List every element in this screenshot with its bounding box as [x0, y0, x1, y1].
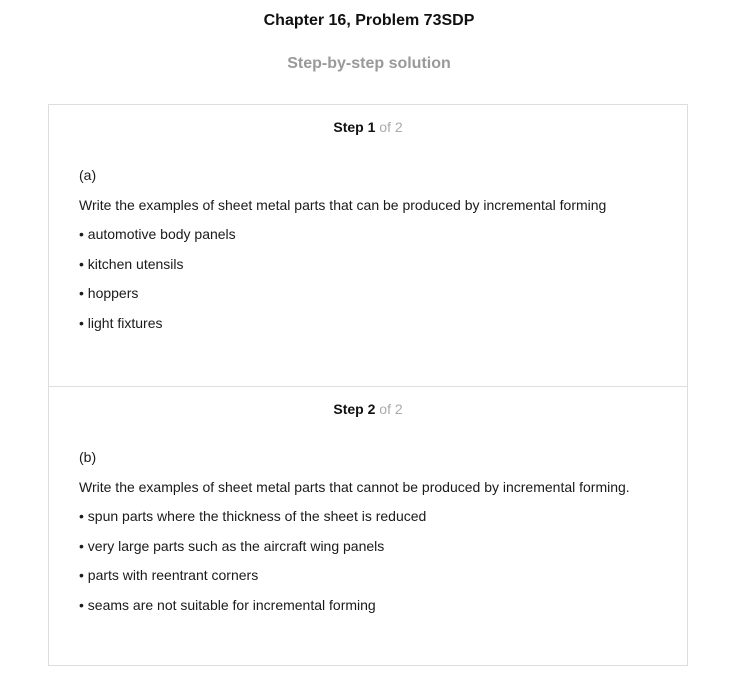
solution-container — [48, 104, 688, 666]
step-1-section — [49, 105, 687, 387]
step-1-header — [49, 119, 687, 135]
list-item: • spun parts where the thickness of the sheet is reduced — [79, 508, 427, 524]
step-number: 1 — [367, 119, 376, 135]
step-intro: Write the examples of sheet metal parts that can be produced by incremental forming — [79, 196, 607, 213]
list-item: • kitchen utensils — [79, 255, 184, 272]
list-item: • light fixtures — [79, 314, 163, 331]
step-label: Step — [333, 119, 364, 135]
step-1-body — [79, 167, 679, 344]
part-label: (b) — [79, 449, 97, 465]
page-title: Chapter 16, Problem 73SDP — [263, 12, 475, 29]
step-label: Step — [333, 401, 364, 417]
list-item: • very large parts such as the aircraft wing panels — [79, 537, 385, 554]
list-item: • automotive body panels — [79, 226, 236, 242]
part-label: (a) — [79, 167, 97, 183]
list-item: • seams are not suitable for incremental forming — [79, 596, 376, 613]
step-total: of 2 — [379, 401, 403, 417]
solution-subtitle: Step-by-step solution — [287, 55, 451, 72]
list-item: • parts with reentrant corners — [79, 567, 259, 583]
step-2-body — [79, 449, 679, 626]
list-item: • hoppers — [79, 285, 139, 301]
step-total: of 2 — [379, 119, 403, 135]
step-number: 2 — [367, 401, 376, 417]
step-2-section — [49, 387, 687, 665]
step-intro: Write the examples of sheet metal parts that cannot be produced by incremental forming. — [79, 478, 630, 495]
step-2-header — [49, 401, 687, 417]
